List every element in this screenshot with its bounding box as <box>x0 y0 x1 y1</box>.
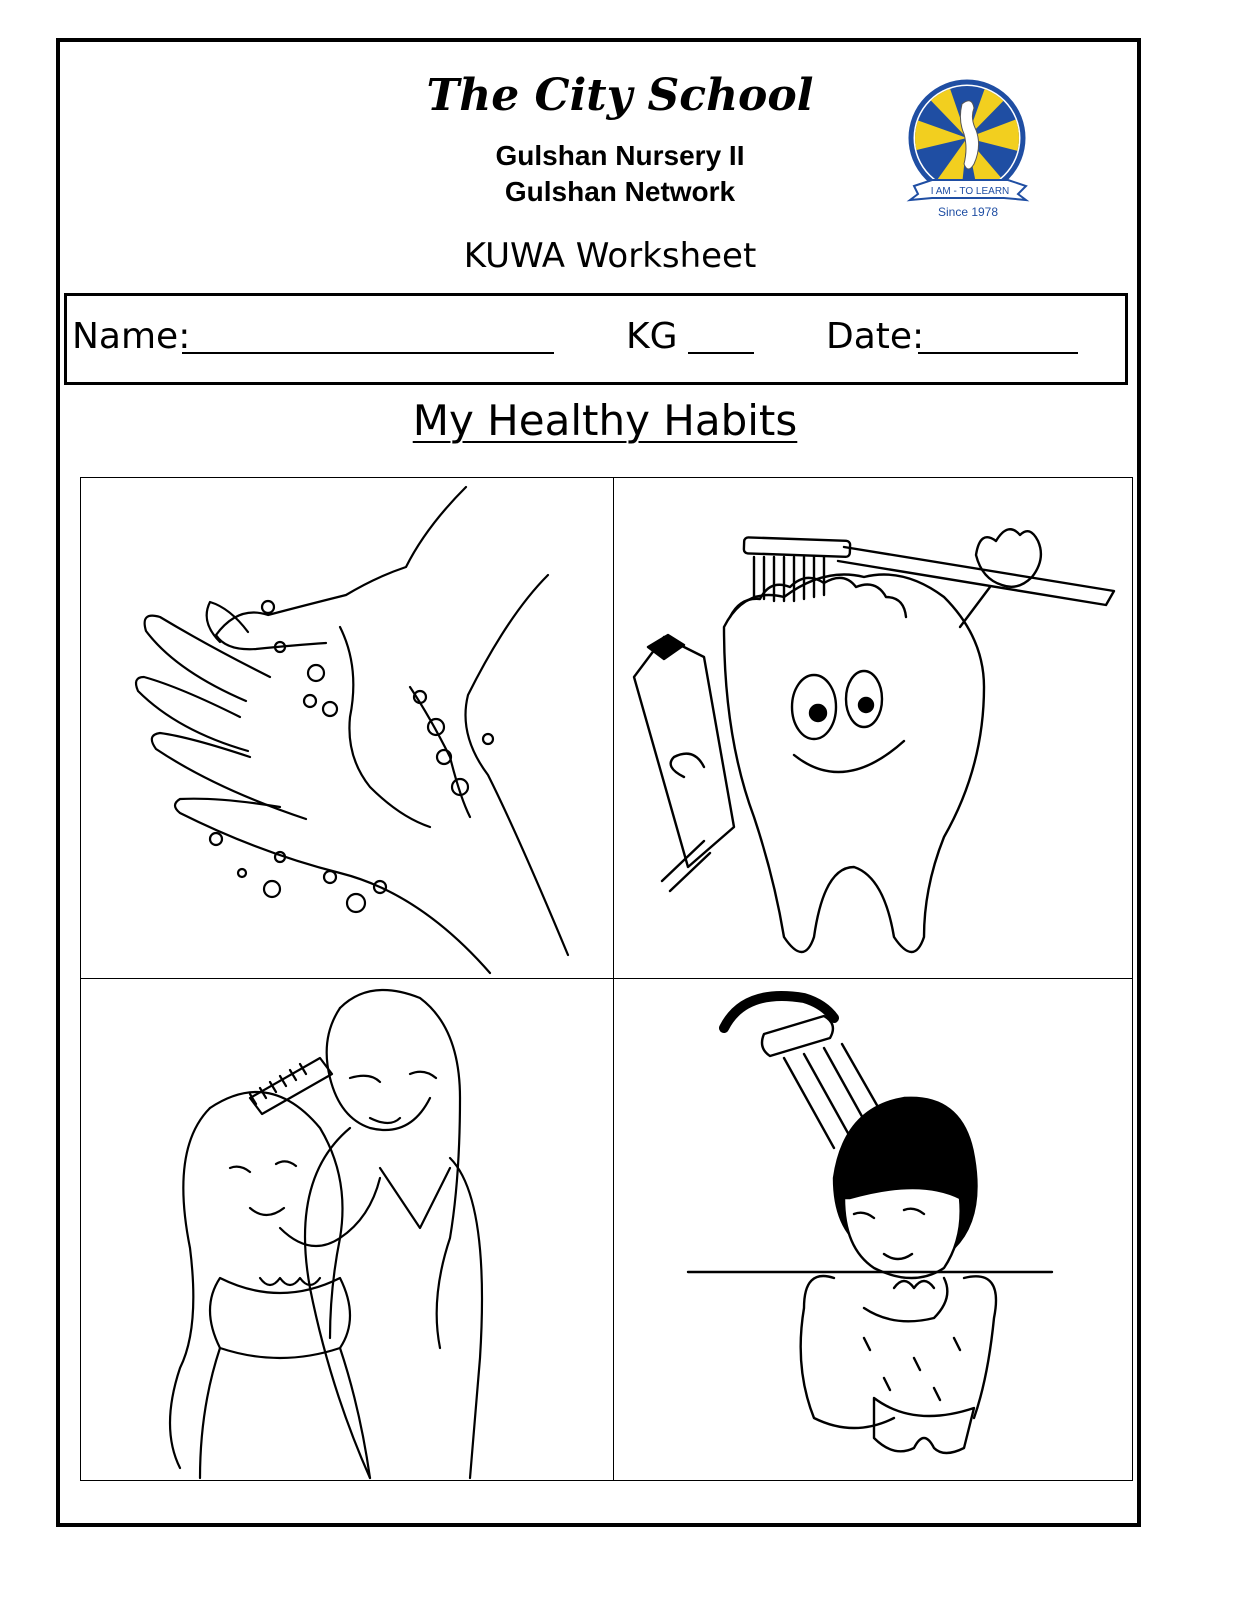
name-field[interactable] <box>182 352 554 354</box>
taking-shower-icon <box>614 978 1133 1481</box>
logo-motto: I AM - TO LEARN <box>930 186 1010 197</box>
logo-since: Since 1978 <box>937 205 999 219</box>
student-info-box <box>64 293 1128 385</box>
school-logo <box>900 74 1040 224</box>
network-name: Gulshan Network <box>504 176 736 207</box>
topic-title: My Healthy Habits <box>412 396 798 445</box>
branch-name: Gulshan Nursery II <box>495 140 745 171</box>
worksheet-title: KUWA Worksheet <box>463 236 757 276</box>
brushing-teeth-icon <box>614 477 1133 978</box>
combing-hair-icon <box>80 978 613 1481</box>
washing-hands-icon <box>80 477 613 978</box>
school-name: The City School <box>426 70 814 121</box>
class-field[interactable] <box>688 352 754 354</box>
date-label: Date: <box>826 316 925 357</box>
class-label: KG <box>626 316 678 357</box>
date-field[interactable] <box>918 352 1078 354</box>
name-label: Name: <box>72 316 191 357</box>
